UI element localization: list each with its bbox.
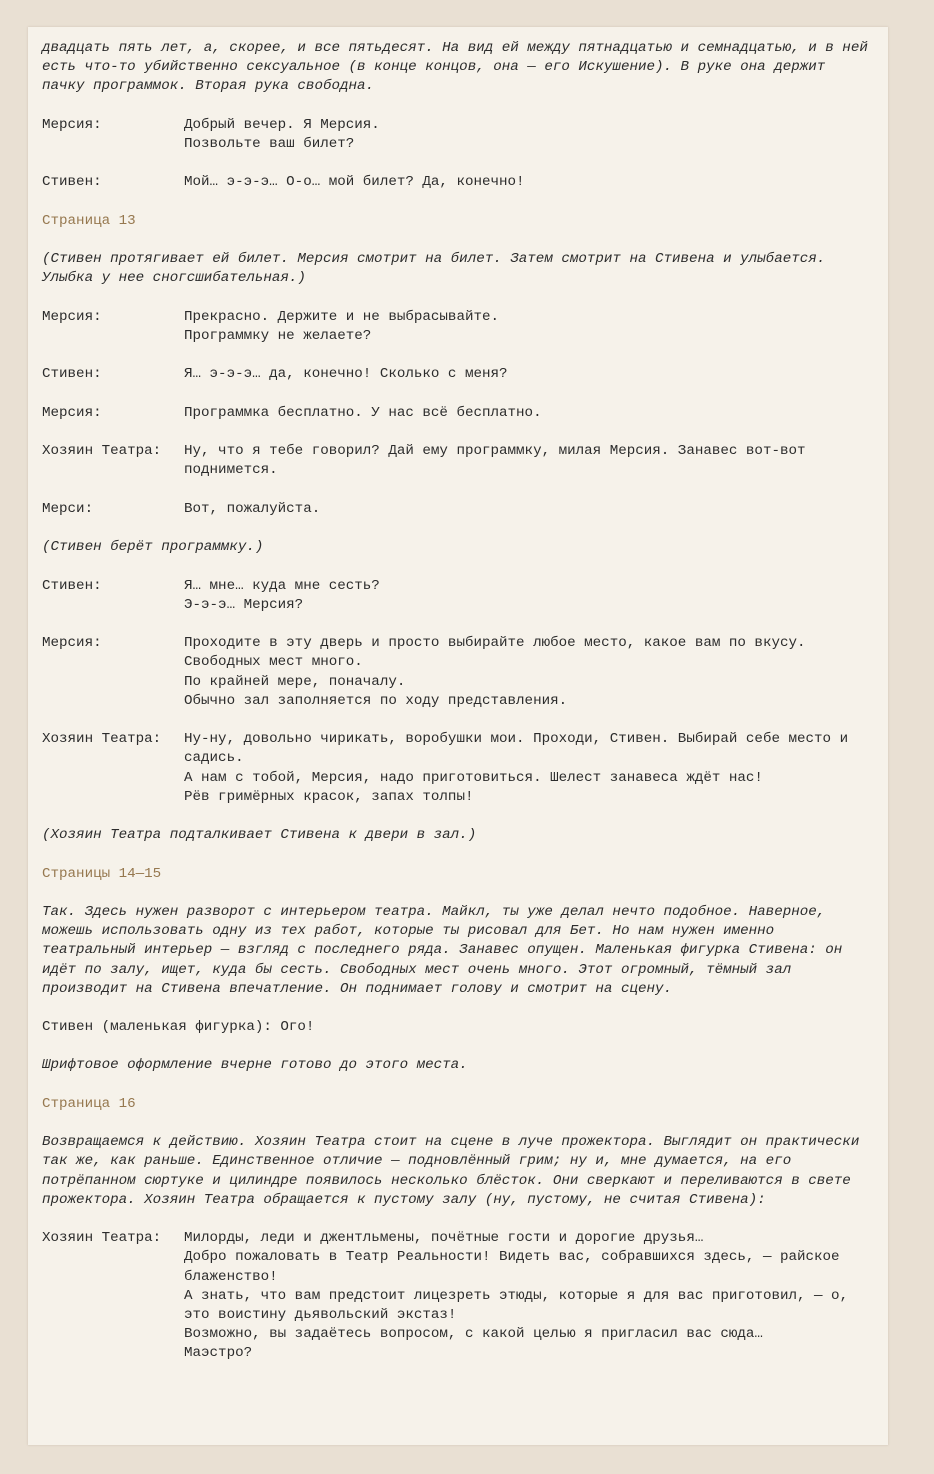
speech-line: А нам с тобой, Мерсия, надо приготовиться. Шелест занавеса ждёт нас!: [184, 769, 763, 786]
speech-line: Позвольте ваш билет?: [184, 136, 355, 152]
speaker-name: Мерсия:: [42, 116, 102, 133]
speech-line: Программка бесплатно. У нас всё бесплатно.: [184, 404, 542, 421]
speech-text: [184, 308, 874, 346]
dialogue-line: [42, 577, 874, 615]
speech-line: Ну, что я тебе говорил? Дай ему программку, милая Мерсия. Занавес вот-вот поднимется.: [184, 443, 806, 479]
speech-text: [184, 404, 874, 423]
dialogue-line: [42, 308, 874, 346]
speech-line: Маэстро?: [184, 1345, 253, 1362]
page-heading: Страницы 14—15: [42, 865, 162, 882]
speech-text: [184, 365, 874, 384]
speaker-name: Мерсия:: [42, 404, 102, 421]
stage-direction: Шрифтовое оформление вчерне готово до этого места.: [42, 1057, 468, 1074]
speech-line: Свободных мест много.: [184, 654, 363, 671]
page-heading: Страница 13: [42, 212, 136, 229]
script-page: [28, 27, 888, 1445]
stage-direction: (Стивен протягивает ей билет. Мерсия смотрит на билет. Затем смотрит на Стивена и улыбается. Улыбка у нее сногсшибательная.): [42, 251, 826, 287]
speech-line: Вот, пожалуйста.: [184, 500, 321, 517]
speaker-name: Мерси:: [42, 500, 94, 517]
speech-line: Проходите в эту дверь и просто выбирайте любое место, какое вам по вкусу.: [184, 635, 806, 652]
speech-line: Я… мне… куда мне сесть?: [184, 577, 380, 594]
stage-direction: двадцать пять лет, а, скорее, и все пятьдесят. На вид ей между пятнадцатью и семнадцатью, и в ней есть что-то убийственно сексуальное (в конце концов, она — его Искушение). В руке она держит пачку программок. Вторая рука свободна.: [42, 40, 868, 95]
speech-line: Возможно, вы задаётесь вопросом, с какой целью я пригласил вас сюда…: [184, 1326, 763, 1343]
speech-line: Ну-ну, довольно чирикать, воробушки мои. Проходи, Стивен. Выбирай себе место и садись.: [184, 731, 849, 767]
speech-line: Милорды, леди и джентльмены, почётные гости и дорогие друзья…: [184, 1230, 704, 1247]
speech-line: Мой… э-э-э… О-о… мой билет? Да, конечно!: [184, 174, 525, 191]
speech-line: Добрый вечер. Я Мерсия.: [184, 116, 380, 133]
speech-text: [184, 116, 874, 154]
speech-line: Прекрасно. Держите и не выбрасывайте.: [184, 308, 500, 325]
speech-text: [184, 1229, 874, 1363]
speaker-name: Мерсия:: [42, 635, 102, 652]
dialogue-line: [42, 365, 874, 384]
speaker-name: Хозяин Театра:: [42, 1230, 162, 1247]
plain-line: Стивен (маленькая фигурка): Ого!: [42, 1019, 315, 1036]
stage-direction: Возвращаемся к действию. Хозяин Театра стоит на сцене в луче прожектора. Выглядит он практически так же, как раньше. Единственное отличие — подновлённый грим; ну и, мне думается, на его потрёпанном сюртуке и цилиндре появилось несколько блёсток. Они сверкают и переливаются в свете прожектора. Хозяин Театра обращается к пустому залу (ну, пустому, не считая Стивена):: [42, 1134, 860, 1208]
speech-line: Рёв гримёрных красок, запах толпы!: [184, 788, 474, 805]
dialogue-line: [42, 116, 874, 154]
speaker-name: Стивен:: [42, 577, 102, 594]
dialogue-line: [42, 173, 874, 192]
page-heading: Страница 16: [42, 1095, 136, 1112]
dialogue-line: [42, 730, 874, 807]
speaker-name: Стивен:: [42, 174, 102, 191]
dialogue-line: [42, 442, 874, 480]
speech-line: Я… э-э-э… да, конечно! Сколько с меня?: [184, 366, 508, 383]
speech-text: [184, 634, 874, 711]
speaker-name: Мерсия:: [42, 308, 102, 325]
speech-line: По крайней мере, поначалу.: [184, 673, 406, 690]
speech-line: Добро пожаловать в Театр Реальности! Видеть вас, собравшихся здесь, — райское блаженство!: [184, 1249, 840, 1285]
speech-line: Программку не желаете?: [184, 327, 372, 344]
dialogue-line: [42, 1229, 874, 1363]
speech-text: [184, 442, 874, 480]
speech-text: [184, 500, 874, 519]
stage-direction: (Хозяин Театра подталкивает Стивена к двери в зал.): [42, 827, 477, 844]
stage-direction: (Стивен берёт программку.): [42, 539, 264, 556]
stage-direction: Так. Здесь нужен разворот с интерьером театра. Майкл, ты уже делал нечто подобное. Наверное, можешь использовать одну из тех работ, которые ты рисовал для Бет. Но нам нужен именно театральный интерьер — взгляд с последнего ряда. Занавес опущен. Маленькая фигурка Стивена: он идёт по залу, ищет, куда бы сесть. Свободных мест очень много. Этот огромный, тёмный зал производит на Стивена впечатление. Он поднимает голову и смотрит на сцену.: [42, 903, 843, 997]
speech-line: Обычно зал заполняется по ходу представления.: [184, 692, 568, 709]
speech-text: [184, 730, 874, 807]
dialogue-line: [42, 634, 874, 711]
speaker-name: Хозяин Театра:: [42, 443, 162, 460]
speech-text: [184, 577, 874, 615]
dialogue-line: [42, 404, 874, 423]
dialogue-line: [42, 500, 874, 519]
speaker-name: Хозяин Театра:: [42, 731, 162, 748]
speech-line: Э-э-э… Мерсия?: [184, 596, 304, 613]
speech-line: А знать, что вам предстоит лицезреть этюды, которые я для вас приготовил, — о, это воистину дьявольский экстаз!: [184, 1287, 849, 1324]
speaker-name: Стивен:: [42, 366, 102, 383]
speech-text: [184, 173, 874, 192]
